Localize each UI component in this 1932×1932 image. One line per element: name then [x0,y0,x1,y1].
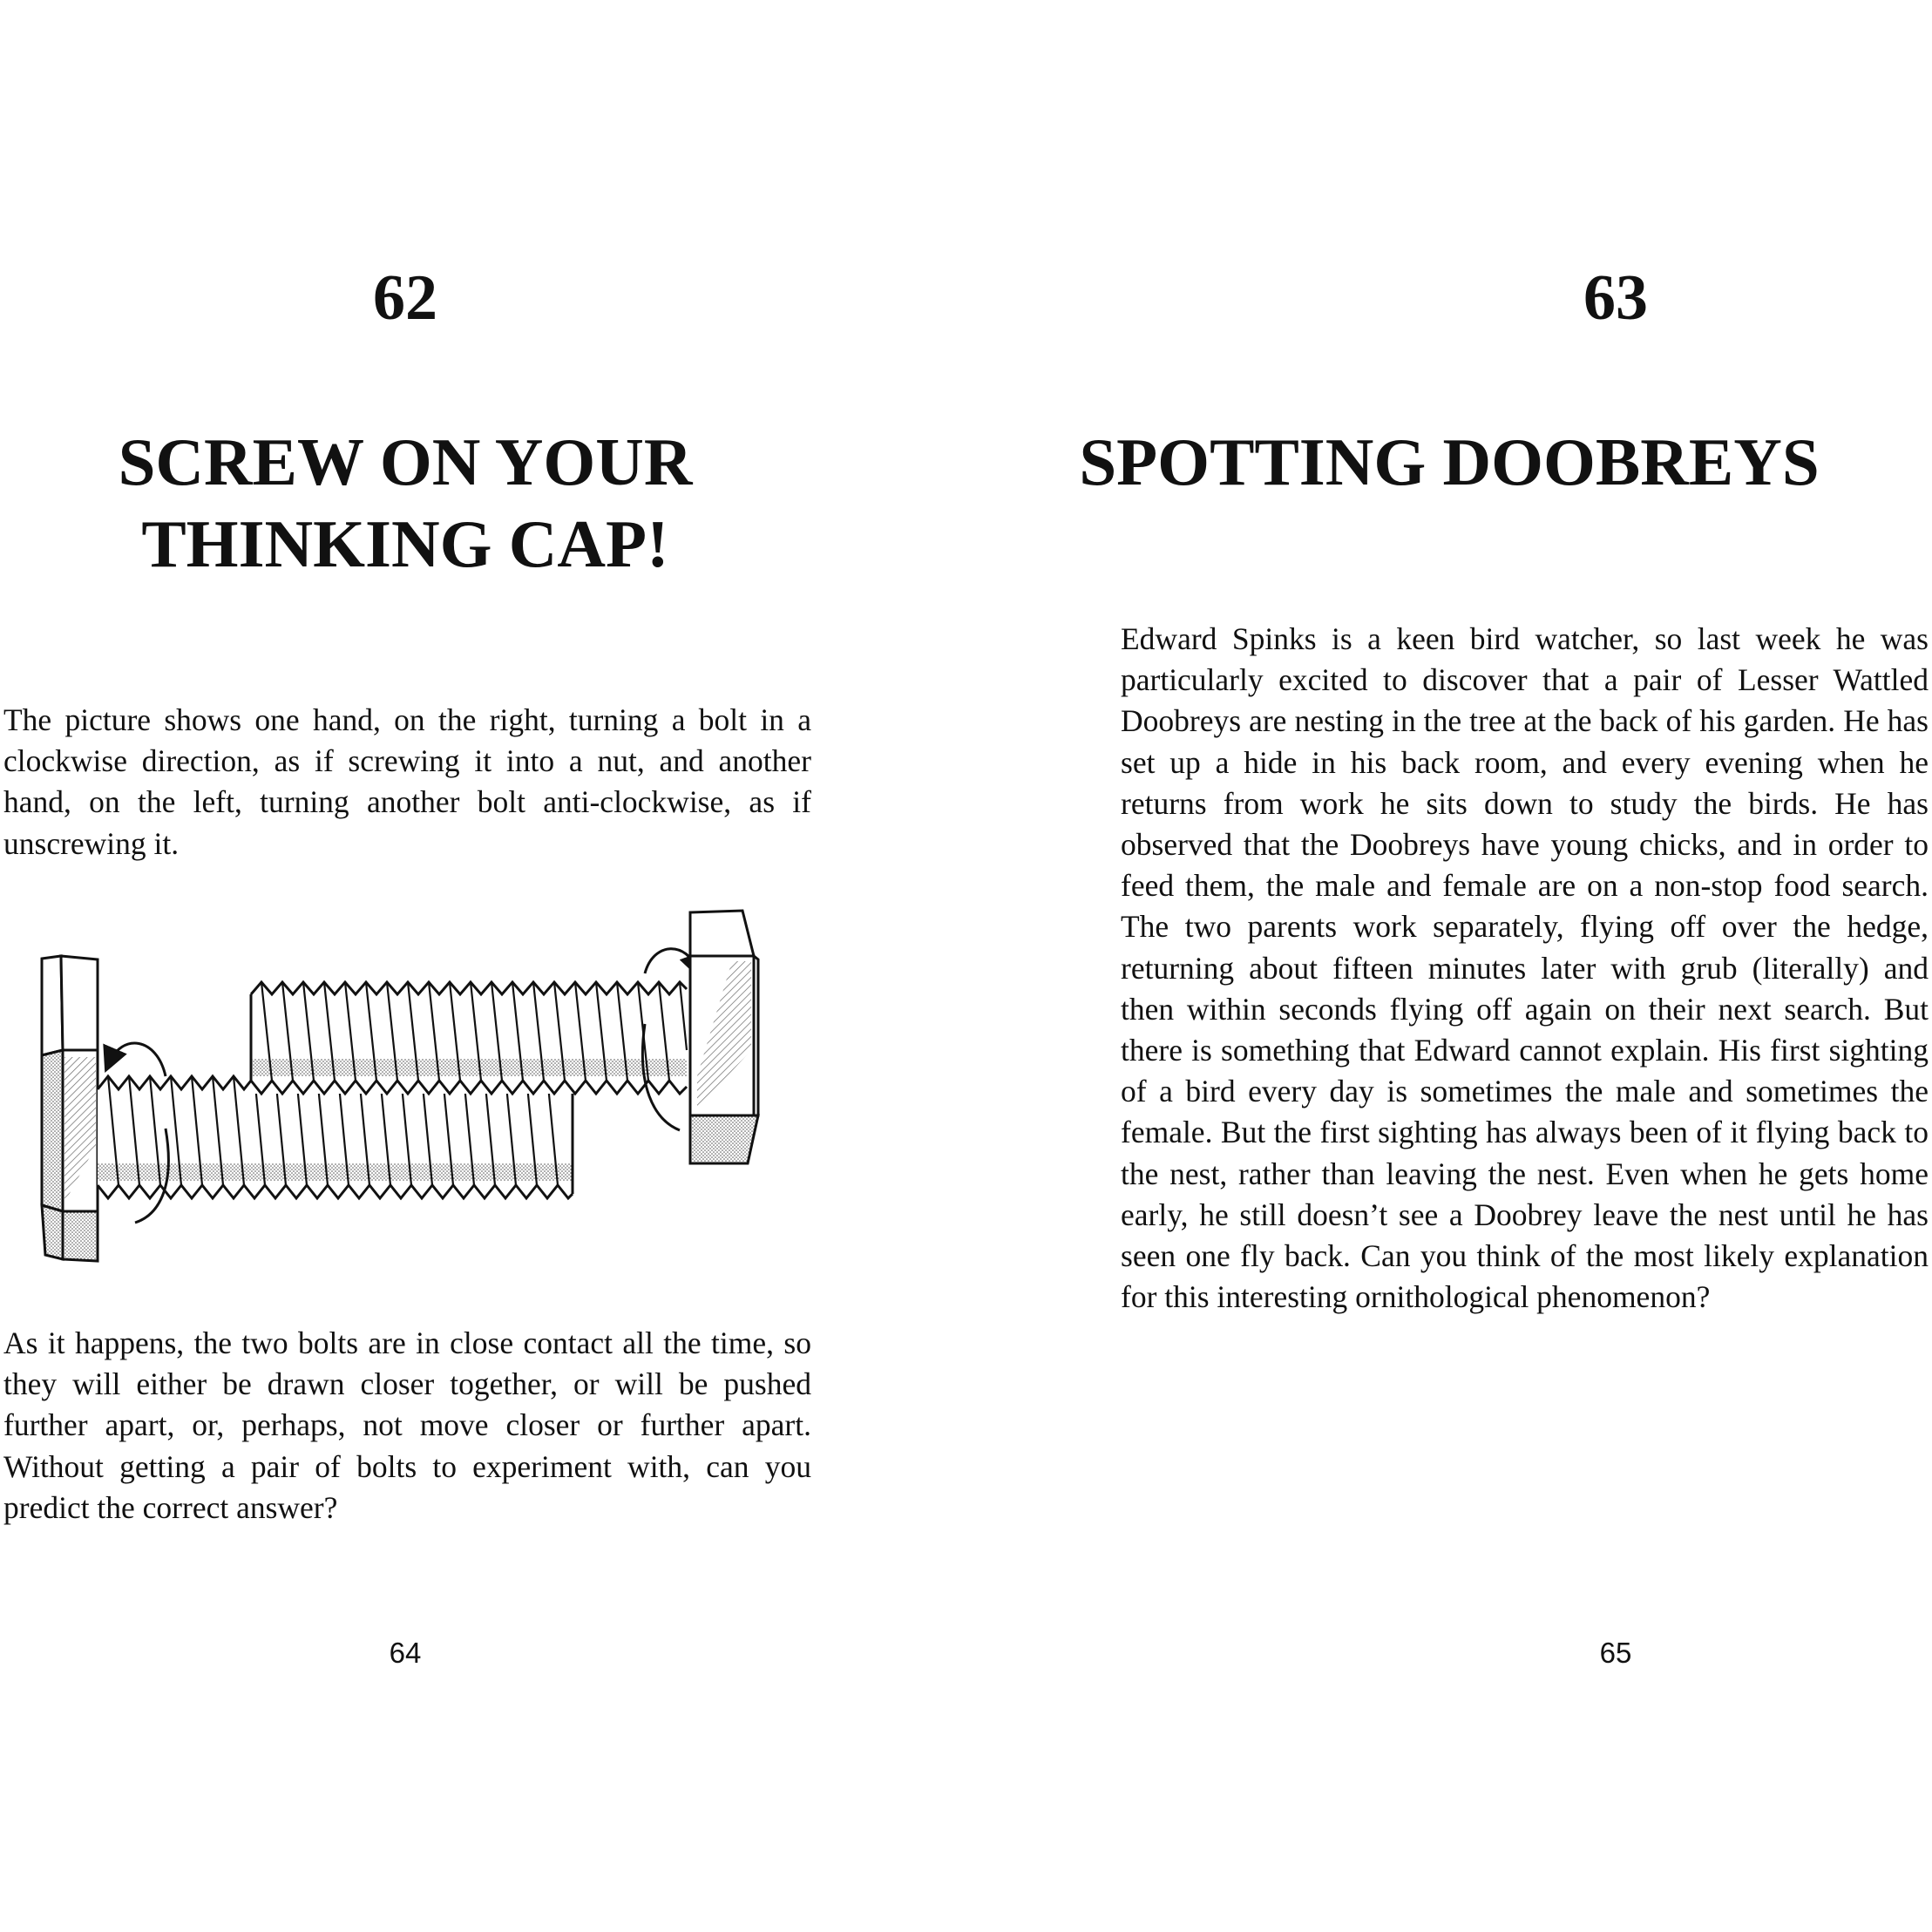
left-bolt-shaft [98,1076,573,1198]
left-paragraph-2-text: As it happens, the two bolts are in close contact all the time, so they will either be drawn closer together, or will be pushed further apart, or, perhaps, not move closer or further apart. Without getting a pair of bolts to experiment with, can you predict the correct answer? [3,1325,811,1525]
two-bolts-illustration-icon [35,902,767,1277]
page-number-right: 65 [1599,1637,1632,1669]
right-paragraph-1-text: Edward Spinks is a keen bird watcher, so last week he was particularly excited to discover that a pair of Lesser Wattled Doobreys are nesting in the tree at the back of his garden. He has set up a hide in his back room, and every evening when he returns from work he sits down to study the birds. He has observed that the Doobreys have young chicks, and in order to feed them, the male and female are on a non-stop food search. The two parents work separately, flying off over the hedge, returning about fifteen minutes later with grub (literally) and then within seconds flying off again on their next search. But there is something that Edward cannot explain. His first sighting of a bird every day is sometimes the male and sometimes the female. But the first sighting has always been of it flying back to the nest, rather than leaving the nest. Even when he gets home early, he still doesn’t see a Doobrey leave the nest until he has seen one fly back. Can you think of the most likely explanation for this interesting ornithological phenomenon? [1121,621,1929,1315]
right-page [966,0,1932,1932]
puzzle-title-right: SPOTTING DOOBREYS [1079,424,1820,499]
page-number-left: 64 [389,1637,422,1669]
left-paragraph-2 [3,1323,811,1529]
left-paragraph-1-text: The picture shows one hand, on the right, turning a bolt in a clockwise direction, as if screwing it into a nut, and another hand, on the left, turning another bolt anti-clockwise, as if unscrewing it. [3,702,811,861]
puzzle-number-62: 62 [373,262,437,334]
puzzle-title-left-line1: SCREW ON YOUR [118,424,693,499]
right-paragraph-1 [1121,619,1929,1318]
right-bolt-head [690,911,758,1163]
puzzle-title-left-line2: THINKING CAP! [141,506,669,581]
puzzle-number-63: 63 [1583,262,1648,334]
left-bolt-head [42,956,98,1261]
right-bolt-shaft [251,982,687,1094]
left-paragraph-1 [3,700,811,864]
